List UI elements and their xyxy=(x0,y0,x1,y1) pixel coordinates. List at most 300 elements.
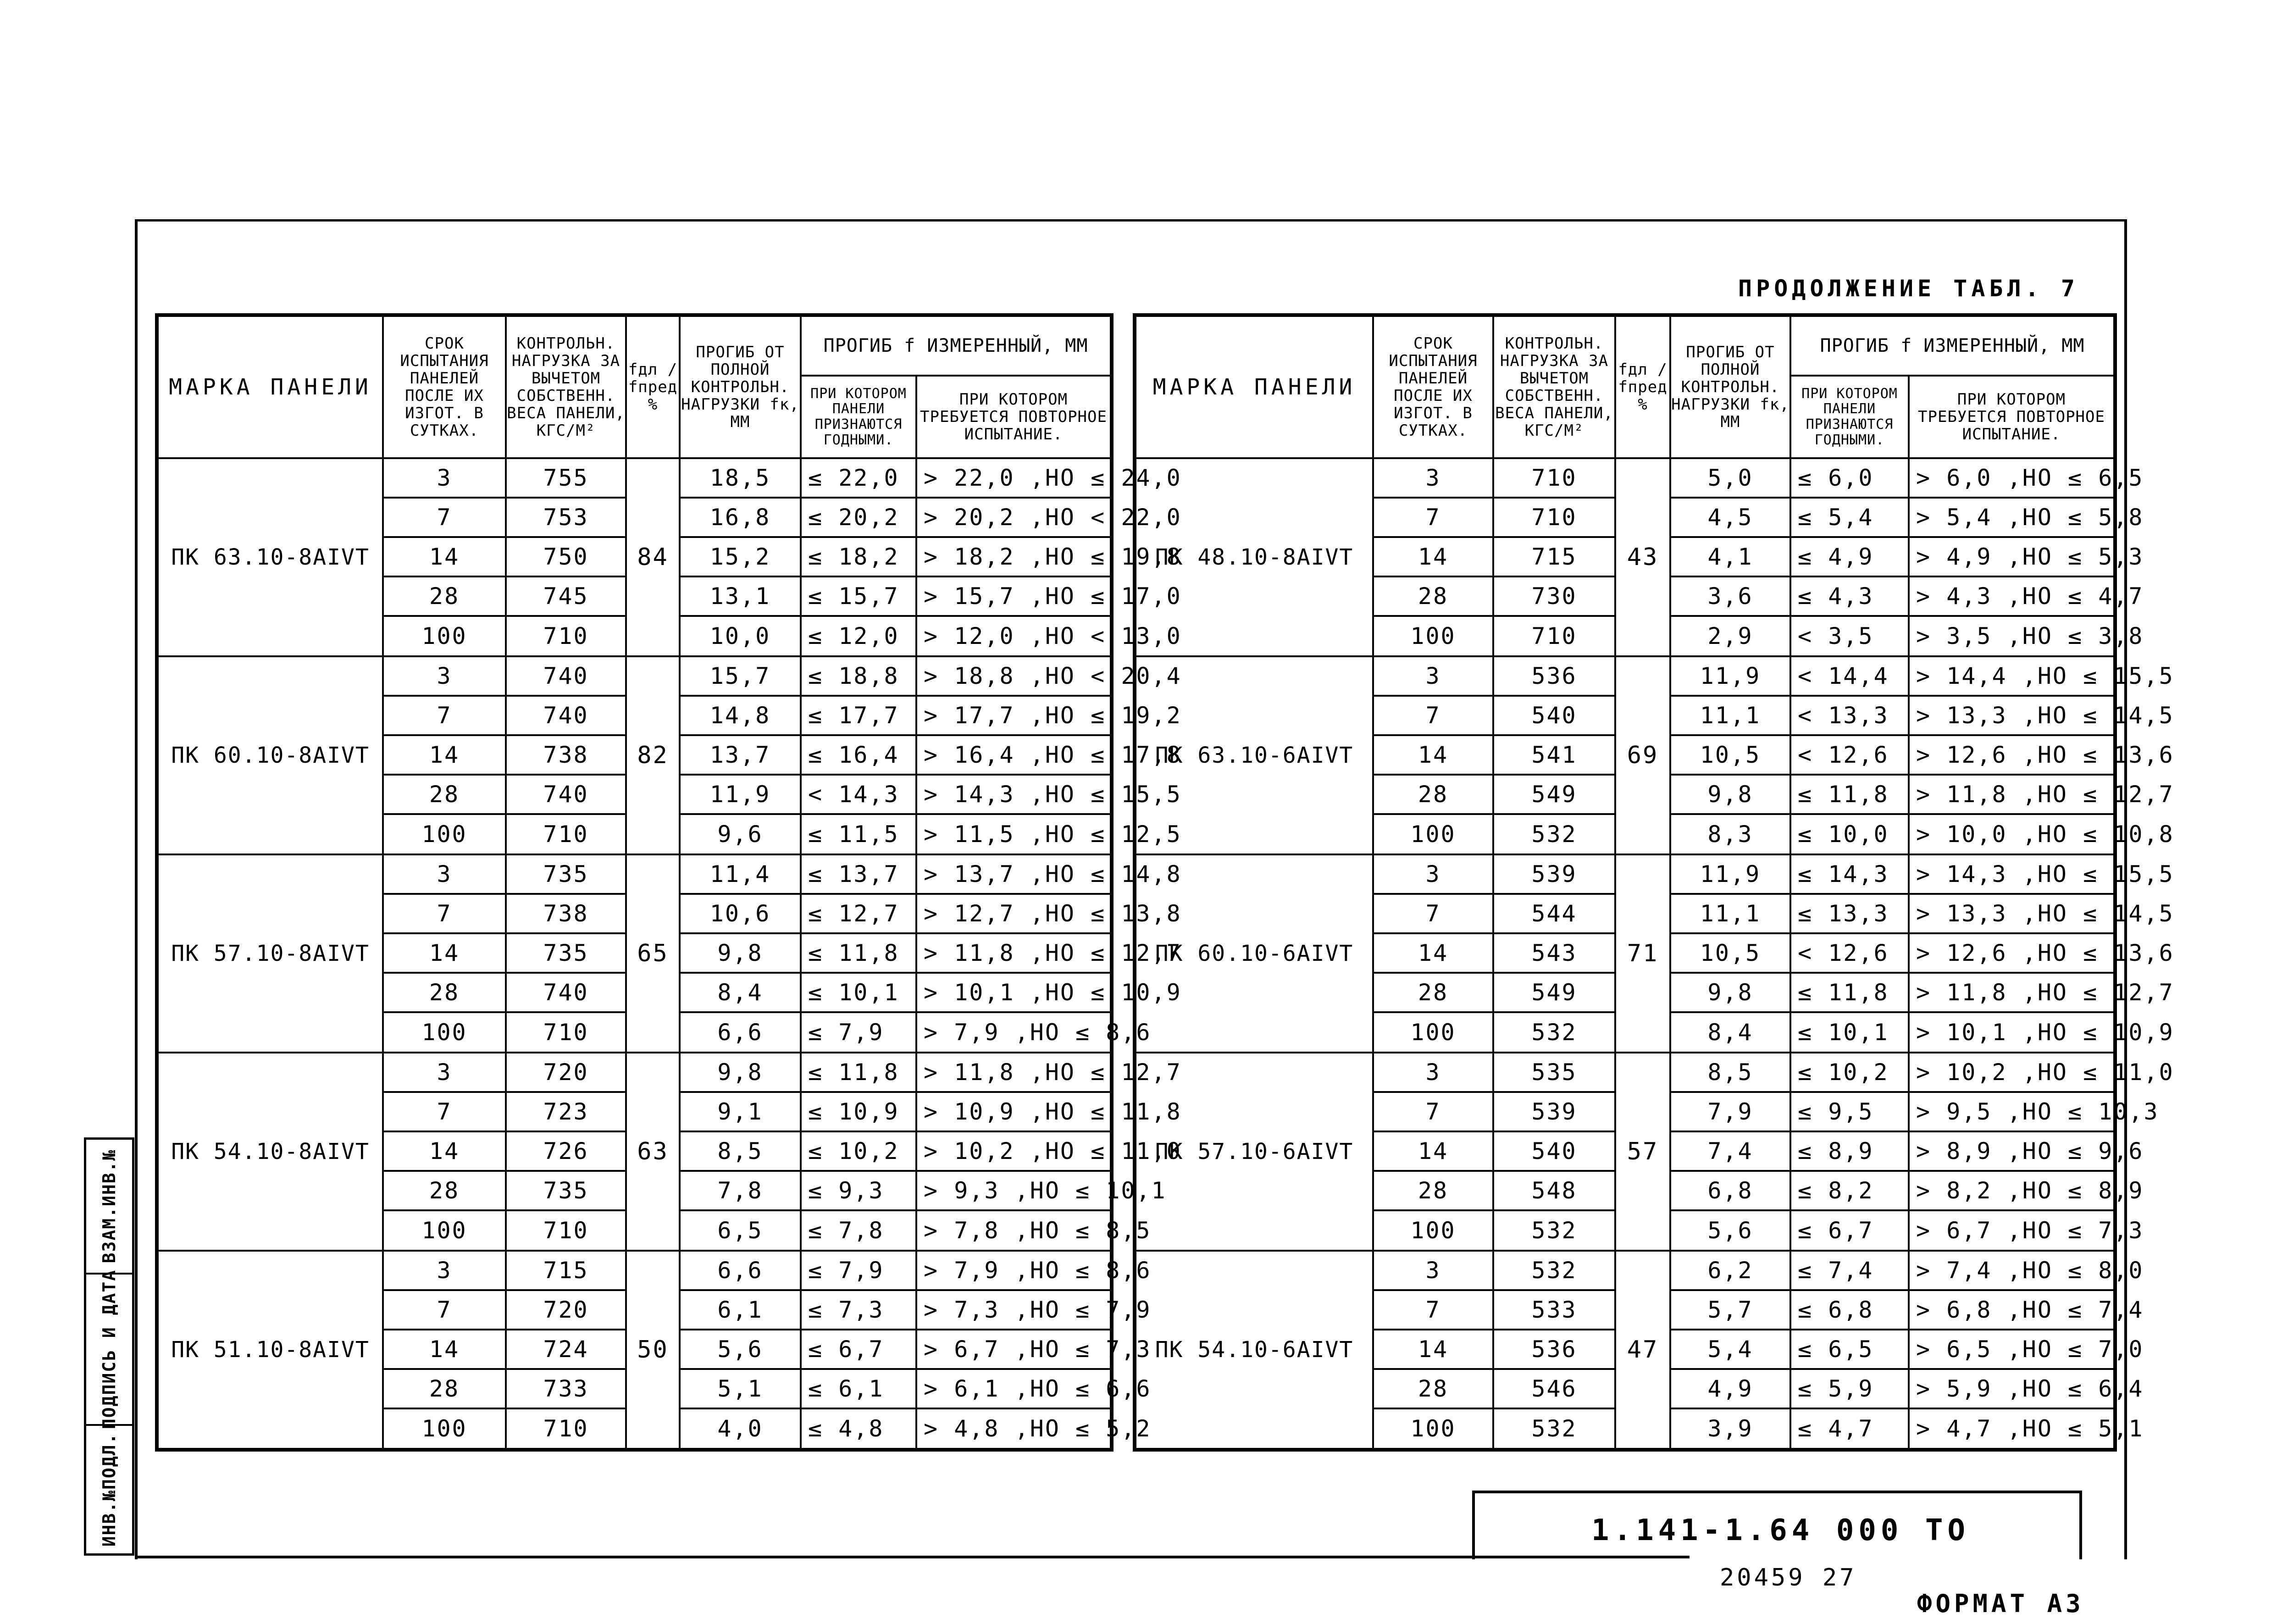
test-term: 28 xyxy=(1373,576,1493,616)
control-load: 726 xyxy=(506,1131,626,1171)
fit-deflection: ≤ 9,5 xyxy=(1790,1092,1909,1131)
control-load: 536 xyxy=(1493,656,1615,696)
control-load: 539 xyxy=(1493,1092,1615,1131)
side-cell-inventory xyxy=(86,1424,132,1553)
full-deflection: 9,8 xyxy=(1670,775,1790,814)
fit-deflection: ≤ 14,3 xyxy=(1790,854,1909,894)
retest-deflection: > 6,5 ,НО ≤ 7,0 xyxy=(1909,1330,2115,1369)
full-deflection: 4,1 xyxy=(1670,537,1790,576)
full-deflection: 13,1 xyxy=(680,576,801,616)
fit-deflection: ≤ 11,8 xyxy=(1790,775,1909,814)
test-term: 14 xyxy=(1373,1330,1493,1369)
fit-deflection: ≤ 10,0 xyxy=(1790,814,1909,854)
retest-deflection: > 7,4 ,НО ≤ 8,0 xyxy=(1909,1251,2115,1290)
header-term: СРОК ИСПЫТАНИЯ ПАНЕЛЕЙ ПОСЛЕ ИХ ИЗГОТ. В СУТКАХ. xyxy=(1373,315,1493,458)
retest-deflection: > 14,3 ,НО ≤ 15,5 xyxy=(1909,854,2115,894)
fit-deflection: ≤ 4,7 xyxy=(1790,1408,1909,1450)
full-deflection: 6,8 xyxy=(1670,1171,1790,1210)
retest-deflection: > 20,2 ,НО < 22,0 xyxy=(916,498,1112,537)
test-term: 7 xyxy=(1373,894,1493,933)
test-term: 100 xyxy=(1373,1012,1493,1053)
control-load: 710 xyxy=(1493,498,1615,537)
retest-deflection: > 18,2 ,НО ≤ 19,8 xyxy=(916,537,1112,576)
fit-deflection: ≤ 22,0 xyxy=(801,458,916,498)
control-load: 710 xyxy=(506,1210,626,1251)
table-row xyxy=(157,458,1112,498)
test-term: 28 xyxy=(383,973,506,1012)
full-deflection: 9,1 xyxy=(680,1092,801,1131)
panel-mark: ПК 57.10-6АIVТ xyxy=(1135,1053,1373,1251)
retest-deflection: > 7,3 ,НО ≤ 7,9 xyxy=(916,1290,1112,1330)
control-load: 710 xyxy=(506,616,626,656)
fit-deflection: ≤ 7,9 xyxy=(801,1012,916,1053)
full-deflection: 5,6 xyxy=(1670,1210,1790,1251)
retest-deflection: > 10,2 ,НО ≤ 11,0 xyxy=(916,1131,1112,1171)
panel-mark: ПК 54.10-8АIVТ xyxy=(157,1053,383,1251)
retest-deflection: > 12,6 ,НО ≤ 13,6 xyxy=(1909,735,2115,775)
header-ratio: fдл / fпред % xyxy=(1615,315,1670,458)
retest-deflection: > 12,7 ,НО ≤ 13,8 xyxy=(916,894,1112,933)
fit-deflection: ≤ 10,1 xyxy=(1790,1012,1909,1053)
control-load: 740 xyxy=(506,973,626,1012)
fit-deflection: ≤ 8,9 xyxy=(1790,1131,1909,1171)
control-load: 549 xyxy=(1493,775,1615,814)
header-ratio: fдл / fпред % xyxy=(626,315,680,458)
retest-deflection: > 10,2 ,НО ≤ 11,0 xyxy=(1909,1053,2115,1092)
panel-mark: ПК 60.10-6АIVТ xyxy=(1135,854,1373,1053)
fit-deflection: < 14,3 xyxy=(801,775,916,814)
fit-deflection: ≤ 4,9 xyxy=(1790,537,1909,576)
control-load: 740 xyxy=(506,656,626,696)
full-deflection: 6,2 xyxy=(1670,1251,1790,1290)
fit-deflection: ≤ 11,5 xyxy=(801,814,916,854)
test-term: 100 xyxy=(383,814,506,854)
test-term: 28 xyxy=(383,1171,506,1210)
control-load: 532 xyxy=(1493,1210,1615,1251)
full-deflection: 5,7 xyxy=(1670,1290,1790,1330)
test-term: 3 xyxy=(383,1053,506,1092)
fit-deflection: ≤ 5,4 xyxy=(1790,498,1909,537)
fit-deflection: ≤ 13,7 xyxy=(801,854,916,894)
test-term: 14 xyxy=(1373,537,1493,576)
full-deflection: 8,4 xyxy=(1670,1012,1790,1053)
control-load: 710 xyxy=(1493,616,1615,656)
control-load: 720 xyxy=(506,1053,626,1092)
test-term: 7 xyxy=(383,498,506,537)
full-deflection: 11,4 xyxy=(680,854,801,894)
control-load: 724 xyxy=(506,1330,626,1369)
fit-deflection: ≤ 4,3 xyxy=(1790,576,1909,616)
fit-deflection: ≤ 6,1 xyxy=(801,1369,916,1408)
test-term: 7 xyxy=(383,894,506,933)
retest-deflection: > 10,0 ,НО ≤ 10,8 xyxy=(1909,814,2115,854)
fit-deflection: ≤ 13,3 xyxy=(1790,894,1909,933)
test-term: 7 xyxy=(1373,1092,1493,1131)
test-term: 14 xyxy=(383,735,506,775)
header-retest: ПРИ КОТОРОМ ТРЕБУЕТСЯ ПОВТОРНОЕ ИСПЫТАНИЕ. xyxy=(1909,376,2115,458)
panel-mark: ПК 57.10-8АIVТ xyxy=(157,854,383,1053)
test-term: 100 xyxy=(383,1210,506,1251)
full-deflection: 8,3 xyxy=(1670,814,1790,854)
retest-deflection: > 14,3 ,НО ≤ 15,5 xyxy=(916,775,1112,814)
fit-deflection: ≤ 12,0 xyxy=(801,616,916,656)
fit-deflection: ≤ 11,8 xyxy=(801,1053,916,1092)
full-deflection: 7,8 xyxy=(680,1171,801,1210)
full-deflection: 11,1 xyxy=(1670,696,1790,735)
header-load: КОНТРОЛЬН. НАГРУЗКА ЗА ВЫЧЕТОМ СОБСТВЕНН. ВЕСА ПАНЕЛИ, КГС/М² xyxy=(506,315,626,458)
fit-deflection: ≤ 20,2 xyxy=(801,498,916,537)
deflection-ratio: 50 xyxy=(626,1251,680,1450)
retest-deflection: > 16,4 ,НО ≤ 17,8 xyxy=(916,735,1112,775)
full-deflection: 9,8 xyxy=(1670,973,1790,1012)
test-term: 14 xyxy=(1373,1131,1493,1171)
table-row xyxy=(157,854,1112,894)
retest-deflection: > 4,9 ,НО ≤ 5,3 xyxy=(1909,537,2115,576)
full-deflection: 15,2 xyxy=(680,537,801,576)
retest-deflection: > 11,8 ,НО ≤ 12,7 xyxy=(1909,775,2115,814)
side-cell-signature xyxy=(86,1269,132,1430)
control-load: 548 xyxy=(1493,1171,1615,1210)
fit-deflection: ≤ 7,4 xyxy=(1790,1251,1909,1290)
retest-deflection: > 4,8 ,НО ≤ 5,2 xyxy=(916,1408,1112,1450)
header-deflection-measured: ПРОГИБ f ИЗМЕРЕННЫЙ, ММ xyxy=(801,315,1112,376)
control-load: 753 xyxy=(506,498,626,537)
deflection-ratio: 63 xyxy=(626,1053,680,1251)
control-load: 715 xyxy=(506,1251,626,1290)
table-row xyxy=(157,1251,1112,1290)
full-deflection: 7,4 xyxy=(1670,1131,1790,1171)
test-term: 7 xyxy=(1373,498,1493,537)
fit-deflection: ≤ 15,7 xyxy=(801,576,916,616)
retest-deflection: > 22,0 ,НО ≤ 24,0 xyxy=(916,458,1112,498)
full-deflection: 3,6 xyxy=(1670,576,1790,616)
full-deflection: 11,9 xyxy=(1670,656,1790,696)
full-deflection: 6,6 xyxy=(680,1251,801,1290)
left-table-body xyxy=(157,458,1182,1450)
retest-deflection: > 15,7 ,НО ≤ 17,0 xyxy=(916,576,1112,616)
side-label-signature: ПОДПИСЬ И ДАТА xyxy=(99,1269,119,1430)
fit-deflection: ≤ 6,7 xyxy=(801,1330,916,1369)
retest-deflection: > 17,7 ,НО ≤ 19,2 xyxy=(916,696,1112,735)
retest-deflection: > 12,6 ,НО ≤ 13,6 xyxy=(1909,933,2115,973)
control-load: 738 xyxy=(506,735,626,775)
fit-deflection: < 14,4 xyxy=(1790,656,1909,696)
table-row xyxy=(157,656,1112,696)
full-deflection: 11,9 xyxy=(1670,854,1790,894)
retest-deflection: > 6,7 ,НО ≤ 7,3 xyxy=(1909,1210,2115,1251)
deflection-ratio: 82 xyxy=(626,656,680,854)
format-label: ФОРМАТ А3 xyxy=(1917,1589,2084,1618)
fit-deflection: < 13,3 xyxy=(1790,696,1909,735)
retest-deflection: > 4,3 ,НО ≤ 4,7 xyxy=(1909,576,2115,616)
fit-deflection: ≤ 11,8 xyxy=(1790,973,1909,1012)
panel-mark: ПК 54.10-6АIVТ xyxy=(1135,1251,1373,1450)
test-term: 14 xyxy=(1373,933,1493,973)
full-deflection: 10,0 xyxy=(680,616,801,656)
control-load: 723 xyxy=(506,1092,626,1131)
retest-deflection: > 6,8 ,НО ≤ 7,4 xyxy=(1909,1290,2115,1330)
control-load: 740 xyxy=(506,696,626,735)
control-load: 715 xyxy=(1493,537,1615,576)
test-term: 28 xyxy=(1373,1369,1493,1408)
test-term: 28 xyxy=(1373,1171,1493,1210)
full-deflection: 15,7 xyxy=(680,656,801,696)
control-load: 543 xyxy=(1493,933,1615,973)
table-row xyxy=(157,1053,1112,1092)
test-term: 100 xyxy=(383,1012,506,1053)
fit-deflection: ≤ 5,9 xyxy=(1790,1369,1909,1408)
table-row xyxy=(1135,1251,2115,1290)
fit-deflection: ≤ 10,2 xyxy=(801,1131,916,1171)
retest-deflection: > 18,8 ,НО < 20,4 xyxy=(916,656,1112,696)
fit-deflection: ≤ 7,3 xyxy=(801,1290,916,1330)
frame-bottom-line xyxy=(135,1556,1690,1558)
side-cell-replace xyxy=(86,1140,132,1273)
retest-deflection: > 13,7 ,НО ≤ 14,8 xyxy=(916,854,1112,894)
control-load: 735 xyxy=(506,933,626,973)
control-load: 532 xyxy=(1493,1012,1615,1053)
control-load: 536 xyxy=(1493,1330,1615,1369)
full-deflection: 3,9 xyxy=(1670,1408,1790,1450)
control-load: 535 xyxy=(1493,1053,1615,1092)
control-load: 532 xyxy=(1493,1408,1615,1450)
test-term: 100 xyxy=(383,616,506,656)
control-load: 541 xyxy=(1493,735,1615,775)
fit-deflection: ≤ 7,9 xyxy=(801,1251,916,1290)
panel-mark: ПК 63.10-8АIVТ xyxy=(157,458,383,656)
full-deflection: 14,8 xyxy=(680,696,801,735)
test-term: 3 xyxy=(383,458,506,498)
full-deflection: 18,5 xyxy=(680,458,801,498)
test-term: 3 xyxy=(1373,854,1493,894)
fit-deflection: ≤ 18,8 xyxy=(801,656,916,696)
full-deflection: 6,6 xyxy=(680,1012,801,1053)
control-load: 544 xyxy=(1493,894,1615,933)
retest-deflection: > 9,5 ,НО ≤ 10,3 xyxy=(1909,1092,2115,1131)
page-number: 20459 27 xyxy=(1720,1564,1857,1591)
fit-deflection: ≤ 6,7 xyxy=(1790,1210,1909,1251)
full-deflection: 10,5 xyxy=(1670,933,1790,973)
fit-deflection: ≤ 6,8 xyxy=(1790,1290,1909,1330)
retest-deflection: > 8,2 ,НО ≤ 8,9 xyxy=(1909,1171,2115,1210)
test-term: 14 xyxy=(1373,735,1493,775)
test-term: 14 xyxy=(383,537,506,576)
retest-deflection: > 14,4 ,НО ≤ 15,5 xyxy=(1909,656,2115,696)
fit-deflection: ≤ 4,8 xyxy=(801,1408,916,1450)
right-table-body xyxy=(1135,458,2174,1450)
header-fit: ПРИ КОТОРОМ ПАНЕЛИ ПРИЗНАЮТСЯ ГОДНЫМИ. xyxy=(1790,376,1909,458)
retest-deflection: > 7,8 ,НО ≤ 8,5 xyxy=(916,1210,1112,1251)
fit-deflection: < 12,6 xyxy=(1790,735,1909,775)
retest-deflection: > 5,4 ,НО ≤ 5,8 xyxy=(1909,498,2115,537)
retest-deflection: > 6,0 ,НО ≤ 6,5 xyxy=(1909,458,2115,498)
test-term: 7 xyxy=(1373,1290,1493,1330)
fit-deflection: ≤ 16,4 xyxy=(801,735,916,775)
full-deflection: 10,6 xyxy=(680,894,801,933)
retest-deflection: > 11,8 ,НО ≤ 12,7 xyxy=(916,1053,1112,1092)
control-load: 745 xyxy=(506,576,626,616)
header-deflection-measured: ПРОГИБ f ИЗМЕРЕННЫЙ, ММ xyxy=(1790,315,2115,376)
retest-deflection: > 4,7 ,НО ≤ 5,1 xyxy=(1909,1408,2115,1450)
full-deflection: 5,6 xyxy=(680,1330,801,1369)
test-term: 3 xyxy=(1373,458,1493,498)
test-term: 100 xyxy=(1373,1408,1493,1450)
control-load: 532 xyxy=(1493,1251,1615,1290)
test-term: 3 xyxy=(383,656,506,696)
control-load: 710 xyxy=(506,814,626,854)
test-term: 3 xyxy=(383,1251,506,1290)
fit-deflection: ≤ 7,8 xyxy=(801,1210,916,1251)
test-term: 14 xyxy=(383,933,506,973)
test-term: 7 xyxy=(1373,696,1493,735)
header-mark: МАРКА ПАНЕЛИ xyxy=(157,315,383,458)
control-load: 539 xyxy=(1493,854,1615,894)
header-term: СРОК ИСПЫТАНИЯ ПАНЕЛЕЙ ПОСЛЕ ИХ ИЗГОТ. В СУТКАХ. xyxy=(383,315,506,458)
control-load: 540 xyxy=(1493,1131,1615,1171)
table-row xyxy=(1135,656,2115,696)
deflection-ratio: 84 xyxy=(626,458,680,656)
test-term: 100 xyxy=(1373,1210,1493,1251)
deflection-ratio: 71 xyxy=(1615,854,1670,1053)
retest-deflection: > 13,3 ,НО ≤ 14,5 xyxy=(1909,894,2115,933)
control-load: 532 xyxy=(1493,814,1615,854)
control-load: 735 xyxy=(506,1171,626,1210)
table-row xyxy=(1135,458,2115,498)
header-deflection-full: ПРОГИБ ОТ ПОЛНОЙ КОНТРОЛЬН. НАГРУЗКИ fк, ММ xyxy=(1670,315,1790,458)
control-load: 735 xyxy=(506,854,626,894)
full-deflection: 13,7 xyxy=(680,735,801,775)
full-deflection: 6,5 xyxy=(680,1210,801,1251)
full-deflection: 9,6 xyxy=(680,814,801,854)
control-load: 540 xyxy=(1493,696,1615,735)
test-term: 3 xyxy=(1373,1053,1493,1092)
fit-deflection: ≤ 17,7 xyxy=(801,696,916,735)
control-load: 710 xyxy=(506,1408,626,1450)
control-load: 720 xyxy=(506,1290,626,1330)
header-load: КОНТРОЛЬН. НАГРУЗКА ЗА ВЫЧЕТОМ СОБСТВЕНН. ВЕСА ПАНЕЛИ, КГС/М² xyxy=(1493,315,1615,458)
test-term: 28 xyxy=(1373,973,1493,1012)
control-load: 730 xyxy=(1493,576,1615,616)
full-deflection: 4,0 xyxy=(680,1408,801,1450)
retest-deflection: > 7,9 ,НО ≤ 8,6 xyxy=(916,1251,1112,1290)
panel-mark: ПК 63.10-6АIVТ xyxy=(1135,656,1373,854)
fit-deflection: ≤ 10,2 xyxy=(1790,1053,1909,1092)
retest-deflection: > 10,1 ,НО ≤ 10,9 xyxy=(1909,1012,2115,1053)
side-label-replace: ВЗАМ.ИНВ.№ xyxy=(99,1149,119,1264)
panel-mark: ПК 48.10-8АIVТ xyxy=(1135,458,1373,656)
fit-deflection: ≤ 10,9 xyxy=(801,1092,916,1131)
full-deflection: 4,5 xyxy=(1670,498,1790,537)
fit-deflection: ≤ 6,0 xyxy=(1790,458,1909,498)
full-deflection: 6,1 xyxy=(680,1290,801,1330)
retest-deflection: > 6,1 ,НО ≤ 6,6 xyxy=(916,1369,1112,1408)
retest-deflection: > 7,9 ,НО ≤ 8,6 xyxy=(916,1012,1112,1053)
table-row xyxy=(1135,854,2115,894)
fit-deflection: ≤ 10,1 xyxy=(801,973,916,1012)
test-term: 3 xyxy=(383,854,506,894)
full-deflection: 9,8 xyxy=(680,1053,801,1092)
fit-deflection: ≤ 18,2 xyxy=(801,537,916,576)
fit-deflection: ≤ 9,3 xyxy=(801,1171,916,1210)
control-load: 710 xyxy=(506,1012,626,1053)
test-term: 28 xyxy=(383,775,506,814)
test-term: 14 xyxy=(383,1131,506,1171)
full-deflection: 4,9 xyxy=(1670,1369,1790,1408)
right-table xyxy=(1133,313,2174,1452)
retest-deflection: > 12,0 ,НО < 13,0 xyxy=(916,616,1112,656)
full-deflection: 5,0 xyxy=(1670,458,1790,498)
full-deflection: 16,8 xyxy=(680,498,801,537)
full-deflection: 10,5 xyxy=(1670,735,1790,775)
test-term: 7 xyxy=(383,1092,506,1131)
retest-deflection: > 11,5 ,НО ≤ 12,5 xyxy=(916,814,1112,854)
full-deflection: 11,9 xyxy=(680,775,801,814)
test-term: 3 xyxy=(1373,656,1493,696)
retest-deflection: > 10,9 ,НО ≤ 11,8 xyxy=(916,1092,1112,1131)
full-deflection: 8,5 xyxy=(1670,1053,1790,1092)
retest-deflection: > 11,8 ,НО ≤ 12,7 xyxy=(916,933,1112,973)
fit-deflection: ≤ 11,8 xyxy=(801,933,916,973)
document-code: 1.141-1.64 000 ТО xyxy=(1591,1513,1970,1547)
header-mark: МАРКА ПАНЕЛИ xyxy=(1135,315,1373,458)
control-load: 738 xyxy=(506,894,626,933)
fit-deflection: < 3,5 xyxy=(1790,616,1909,656)
test-term: 7 xyxy=(383,696,506,735)
full-deflection: 8,4 xyxy=(680,973,801,1012)
header-retest: ПРИ КОТОРОМ ТРЕБУЕТСЯ ПОВТОРНОЕ ИСПЫТАНИЕ. xyxy=(916,376,1112,458)
table-row xyxy=(1135,1053,2115,1092)
test-term: 3 xyxy=(1373,1251,1493,1290)
fit-deflection: ≤ 12,7 xyxy=(801,894,916,933)
retest-deflection: > 5,9 ,НО ≤ 6,4 xyxy=(1909,1369,2115,1408)
control-load: 533 xyxy=(1493,1290,1615,1330)
side-label-inventory: ИНВ.№ПОДЛ. xyxy=(99,1432,119,1547)
retest-deflection: > 11,8 ,НО ≤ 12,7 xyxy=(1909,973,2115,1012)
full-deflection: 5,4 xyxy=(1670,1330,1790,1369)
full-deflection: 2,9 xyxy=(1670,616,1790,656)
header-deflection-full: ПРОГИБ ОТ ПОЛНОЙ КОНТРОЛЬН. НАГРУЗКИ fк, ММ xyxy=(680,315,801,458)
test-term: 28 xyxy=(383,576,506,616)
retest-deflection: > 10,1 ,НО ≤ 10,9 xyxy=(916,973,1112,1012)
retest-deflection: > 6,7 ,НО ≤ 7,3 xyxy=(916,1330,1112,1369)
control-load: 710 xyxy=(1493,458,1615,498)
deflection-ratio: 47 xyxy=(1615,1251,1670,1450)
test-term: 28 xyxy=(383,1369,506,1408)
test-term: 100 xyxy=(383,1408,506,1450)
panel-mark: ПК 51.10-8АIVТ xyxy=(157,1251,383,1450)
control-load: 755 xyxy=(506,458,626,498)
left-table xyxy=(155,313,1182,1452)
deflection-ratio: 69 xyxy=(1615,656,1670,854)
control-load: 549 xyxy=(1493,973,1615,1012)
fit-deflection: ≤ 8,2 xyxy=(1790,1171,1909,1210)
full-deflection: 11,1 xyxy=(1670,894,1790,933)
panel-mark: ПК 60.10-8АIVТ xyxy=(157,656,383,854)
deflection-ratio: 43 xyxy=(1615,458,1670,656)
test-term: 14 xyxy=(383,1330,506,1369)
retest-deflection: > 13,3 ,НО ≤ 14,5 xyxy=(1909,696,2115,735)
retest-deflection: > 9,3 ,НО ≤ 10,1 xyxy=(916,1171,1112,1210)
deflection-ratio: 65 xyxy=(626,854,680,1053)
test-term: 100 xyxy=(1373,814,1493,854)
full-deflection: 8,5 xyxy=(680,1131,801,1171)
control-load: 733 xyxy=(506,1369,626,1408)
full-deflection: 5,1 xyxy=(680,1369,801,1408)
full-deflection: 9,8 xyxy=(680,933,801,973)
fit-deflection: ≤ 6,5 xyxy=(1790,1330,1909,1369)
continuation-title: ПРОДОЛЖЕНИЕ ТАБЛ. 7 xyxy=(1738,275,2079,302)
fit-deflection: < 12,6 xyxy=(1790,933,1909,973)
